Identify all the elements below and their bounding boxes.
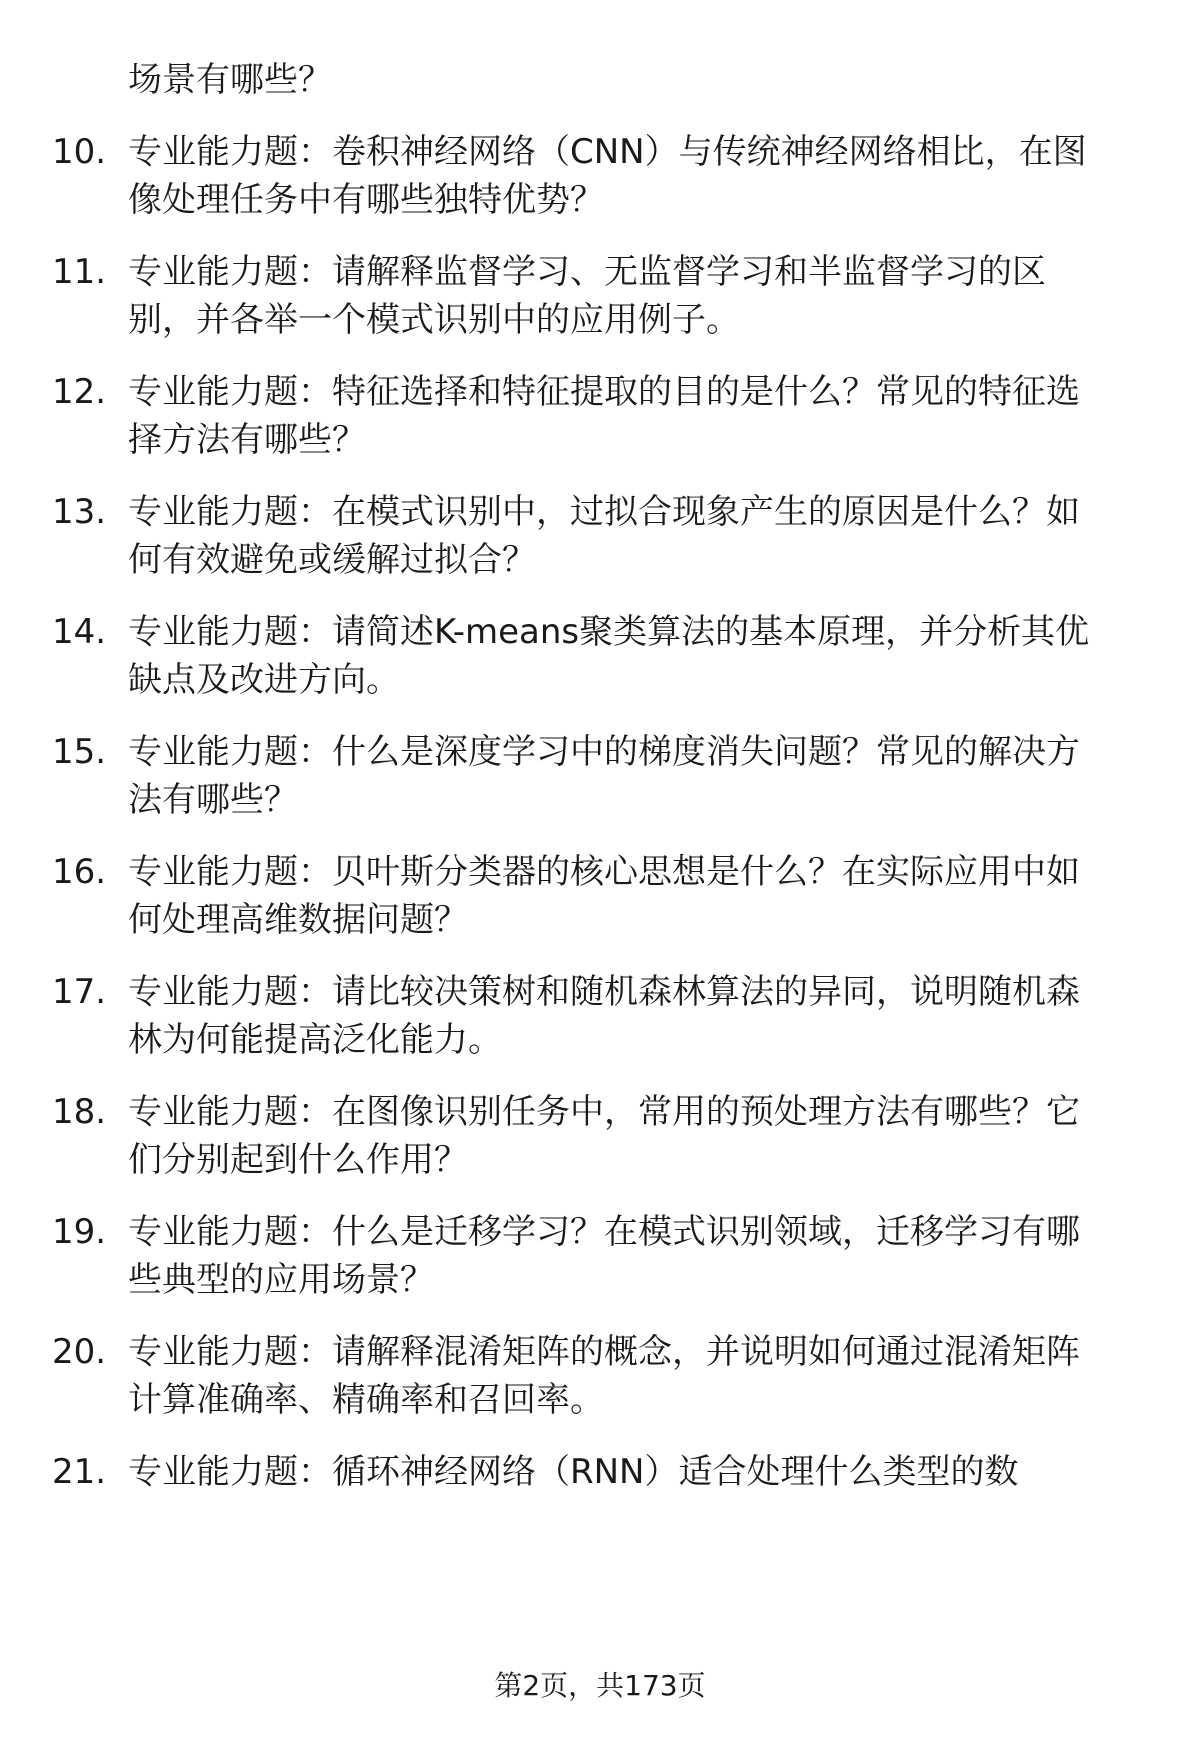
item-text-line2: 像处理任务中有哪些独特优势？ xyxy=(128,180,604,220)
item-number: 12. xyxy=(52,372,107,412)
item-text-line2: 些典型的应用场景？ xyxy=(128,1260,434,1300)
item-text-line2: 别，并各举一个模式识别中的应用例子。 xyxy=(128,300,740,340)
item-number: 15. xyxy=(52,732,107,772)
item-number: 21. xyxy=(52,1452,107,1492)
item-text-line2: 何有效避免或缓解过拟合？ xyxy=(128,540,536,580)
item-text-line1: 专业能力题：贝叶斯分类器的核心思想是什么？在实际应用中如 xyxy=(128,852,1080,892)
item-text-line2: 择方法有哪些？ xyxy=(128,420,366,460)
item-number: 20. xyxy=(52,1332,107,1372)
item-number: 14. xyxy=(52,612,107,652)
item-number: 13. xyxy=(52,492,107,532)
item-text-line1: 专业能力题：特征选择和特征提取的目的是什么？常见的特征选 xyxy=(128,372,1080,412)
page-footer: 第2页，共173页 xyxy=(494,1669,706,1702)
item-text-line1: 专业能力题：什么是深度学习中的梯度消失问题？常见的解决方 xyxy=(128,732,1080,772)
item-text-line2: 计算准确率、精确率和召回率。 xyxy=(128,1380,604,1420)
item-text-line2: 法有哪些？ xyxy=(128,780,298,820)
item-text-line1: 专业能力题：请比较决策树和随机森林算法的异同，说明随机森 xyxy=(128,972,1080,1012)
item-text-line2: 林为何能提高泛化能力。 xyxy=(128,1020,502,1060)
item-text-line2: 缺点及改进方向。 xyxy=(128,660,400,700)
item-number: 17. xyxy=(52,972,107,1012)
item-number: 18. xyxy=(52,1092,107,1132)
item-number: 16. xyxy=(52,852,107,892)
item-number: 10. xyxy=(52,132,107,172)
item-number: 19. xyxy=(52,1212,107,1252)
item-text-line1: 专业能力题：请解释混淆矩阵的概念，并说明如何通过混淆矩阵 xyxy=(128,1332,1080,1372)
item-text-line1: 专业能力题：什么是迁移学习？在模式识别领域，迁移学习有哪 xyxy=(128,1212,1080,1252)
item-text-line1: 专业能力题：在模式识别中，过拟合现象产生的原因是什么？如 xyxy=(128,492,1080,532)
item-text-line1: 专业能力题：请简述K-means聚类算法的基本原理，并分析其优 xyxy=(128,612,1090,652)
item-text-line1: 专业能力题：请解释监督学习、无监督学习和半监督学习的区 xyxy=(128,252,1046,292)
item-text-line1: 专业能力题：循环神经网络（RNN）适合处理什么类型的数 xyxy=(128,1452,1019,1492)
item-text-line2: 何处理高维数据问题？ xyxy=(128,900,468,940)
intro-line: 场景有哪些？ xyxy=(128,60,332,100)
item-text-line1: 专业能力题：在图像识别任务中，常用的预处理方法有哪些？它 xyxy=(128,1092,1080,1132)
item-text-line2: 们分别起到什么作用？ xyxy=(128,1140,468,1180)
item-number: 11. xyxy=(52,252,107,292)
item-text-line1: 专业能力题：卷积神经网络（CNN）与传统神经网络相比，在图 xyxy=(128,132,1087,172)
